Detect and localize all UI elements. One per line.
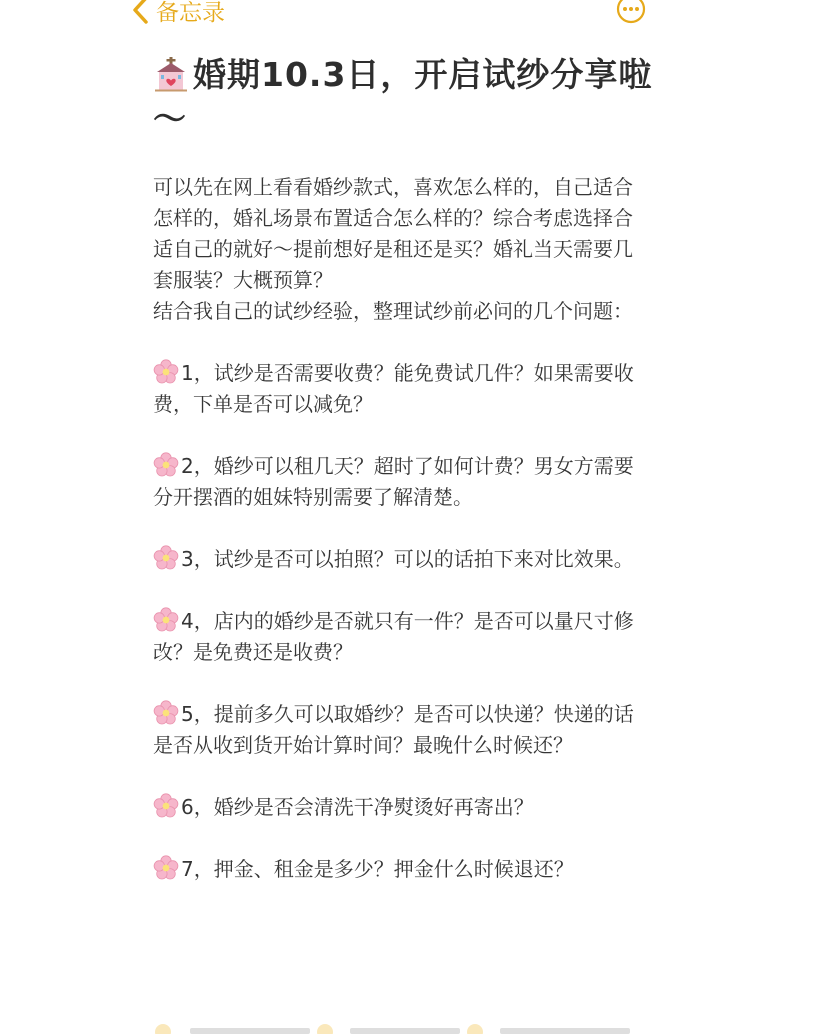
clipped-next-line	[150, 1018, 650, 1034]
list-item-text: 4，店内的婚纱是否就只有一件？是否可以量尺寸修改？是免费还是收费？	[153, 609, 634, 664]
cherry-blossom-icon	[153, 607, 179, 633]
more-circle-icon[interactable]	[616, 0, 646, 24]
list-item-text: 5，提前多久可以取婚纱？是否可以快递？快递的话是否从收到货开始计算时间？最晚什么时候还？	[153, 702, 634, 757]
list-item-text: 2，婚纱可以租几天？超时了如何计费？男女方需要分开摆酒的姐妹特别需要了解清楚。	[153, 454, 634, 509]
cherry-blossom-icon	[153, 700, 179, 726]
list-item	[153, 606, 645, 668]
cherry-blossom-icon	[153, 452, 179, 478]
list-item	[153, 854, 645, 885]
list-item	[153, 451, 645, 513]
back-label: 备忘录	[156, 0, 225, 26]
cherry-blossom-icon	[153, 545, 179, 571]
back-button[interactable]	[130, 0, 225, 30]
list-item-text: 7，押金、租金是多少？押金什么时候退还？	[181, 857, 574, 881]
note-title	[153, 53, 663, 141]
cherry-blossom-icon	[153, 359, 179, 385]
list-item-text: 1，试纱是否需要收费？能免费试几件？如果需要收费，下单是否可以减免？	[153, 361, 634, 416]
list-item-text: 3，试纱是否可以拍照？可以的话拍下来对比效果。	[181, 547, 634, 571]
cherry-blossom-icon	[153, 793, 179, 819]
intro-paragraph: 结合我自己的试纱经验，整理试纱前必问的几个问题：	[153, 299, 633, 323]
paragraph-gap	[153, 327, 645, 358]
list-item	[153, 544, 645, 575]
navigation-bar	[0, 0, 828, 40]
note-title-text: 婚期10.3日，开启试纱分享啦～	[153, 55, 653, 138]
list-item	[153, 358, 645, 420]
list-item	[153, 699, 645, 761]
intro-paragraph: 可以先在网上看看婚纱款式，喜欢怎么样的，自己适合怎样的，婚礼场景布置适合怎么样的？综合考虑选择合适自己的就好～提前想好是租还是买？婚礼当天需要几套服装？大概预算？	[153, 175, 633, 292]
chevron-left-icon	[130, 0, 152, 27]
list-item-text: 6，婚纱是否会清洗干净熨烫好再寄出？	[181, 795, 534, 819]
wedding-chapel-icon	[153, 56, 189, 92]
list-item	[153, 792, 645, 823]
note-body	[153, 172, 645, 916]
cherry-blossom-icon	[153, 855, 179, 881]
